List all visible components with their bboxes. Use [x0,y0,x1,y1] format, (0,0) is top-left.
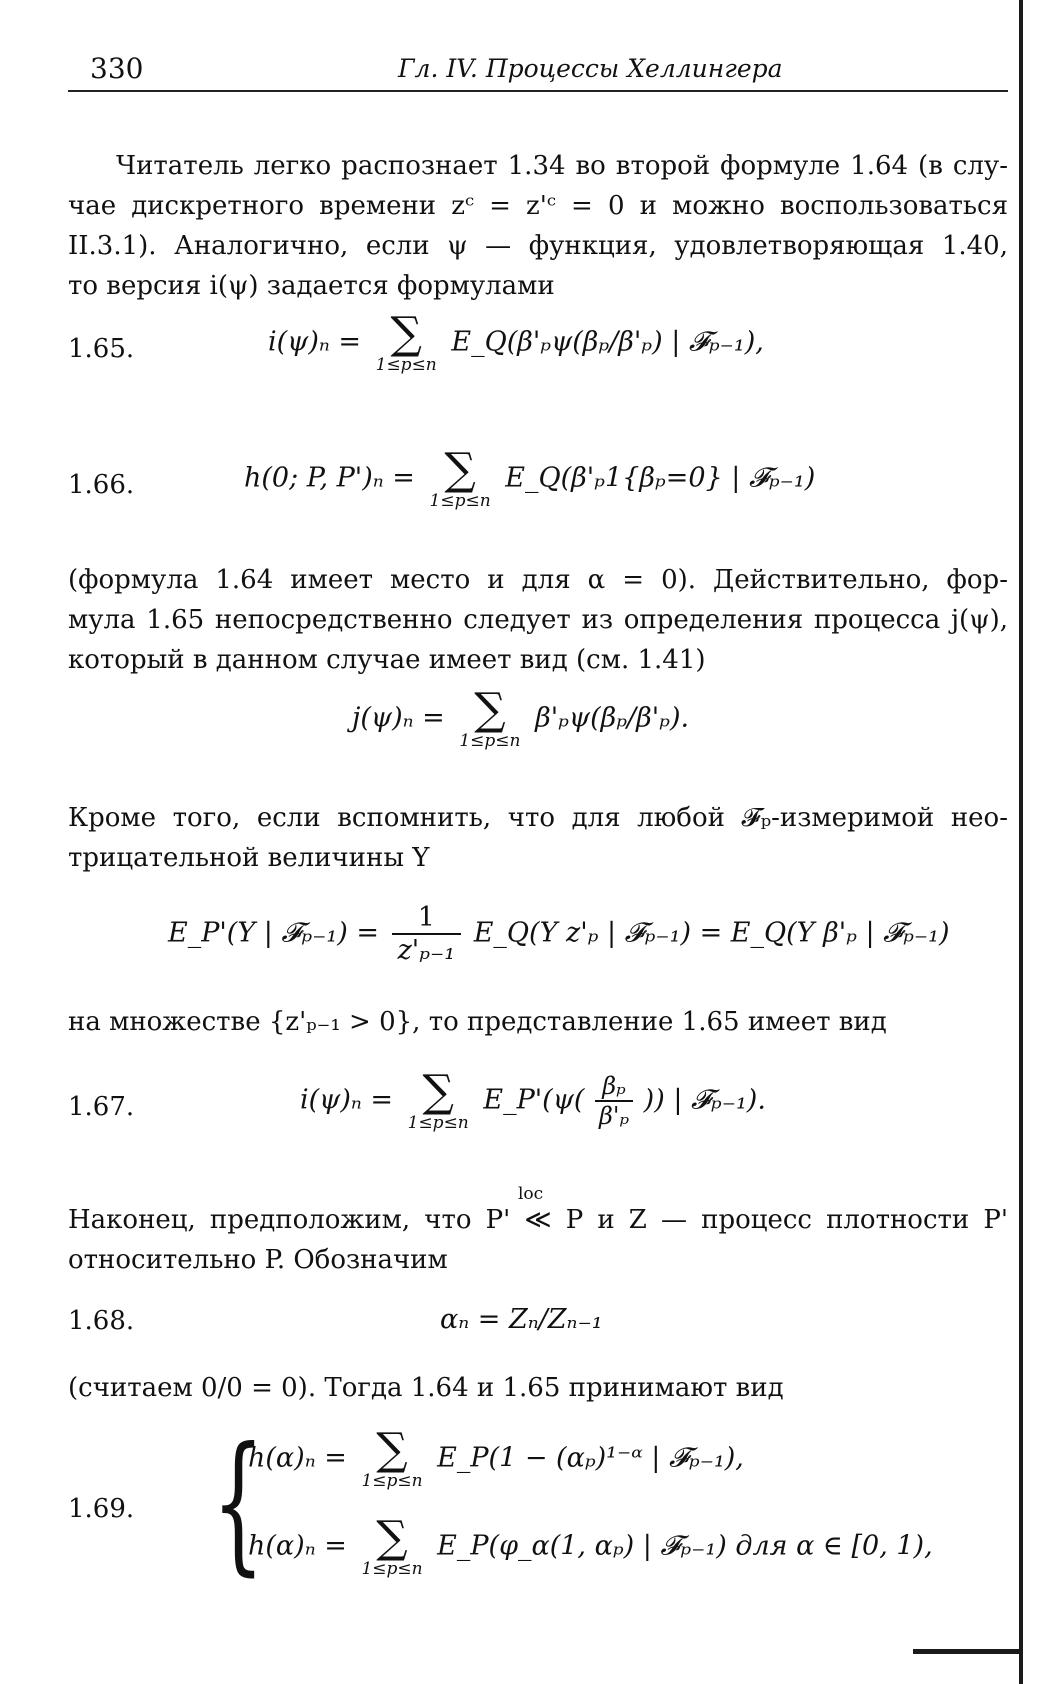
paragraph-6 [68,1368,1008,1408]
fraction-denominator: β'ₚ [599,1102,630,1130]
eq-body: αₙ = Zₙ/Zₙ₋₁ [440,1304,603,1335]
equation-number-1-69: 1.69. [68,1494,135,1524]
eq-lhs: j(ψ)ₙ = [352,702,445,734]
fraction-numerator: 1 [392,902,462,935]
sum-operator: ∑ 1≤p≤n [361,1424,423,1491]
equation-j-psi [352,684,690,751]
equation-conditional-expectation [168,902,950,966]
eq-rhs: E_Q(β'ₚ1{βₚ=0} | 𝓕ₚ₋₁) [505,462,816,494]
text-line: мула 1.65 непосредственно следует из определения процесса j(ψ), [68,605,1008,635]
equation-1-69-line-1 [248,1424,744,1491]
sum-limits: 1≤p≤n [361,1471,423,1491]
eq-lhs: i(ψ)ₙ = [268,326,362,358]
fraction [392,902,462,966]
page-edge-shadow [1019,0,1023,1684]
eq-rhs: E_P(1 − (αₚ)¹⁻ᵅ | 𝓕ₚ₋₁), [437,1442,744,1474]
paragraph-4 [68,1002,1008,1042]
text-line: относительно P. Обозначим [68,1245,448,1275]
equation-1-69-line-2 [248,1512,933,1579]
paragraph-2 [68,560,1008,680]
sum-operator: ∑ 1≤p≤n [361,1512,423,1579]
equation-number-1-65: 1.65. [68,334,135,364]
sum-operator: ∑ 1≤p≤n [375,308,437,375]
eq-rhs: E_Q(Y z'ₚ | 𝓕ₚ₋₁) = E_Q(Y β'ₚ | 𝓕ₚ₋₁) [473,917,950,949]
equation-number-1-67: 1.67. [68,1092,135,1122]
sum-operator: ∑ 1≤p≤n [429,444,491,511]
text-line: Наконец, предположим, что P' ≪ P и Z — процесс плотности P' [68,1205,1008,1235]
fraction-denominator: z'ₚ₋₁ [397,935,456,966]
text-line: который в данном случае имеет вид (см. 1.41) [68,645,706,675]
text-line: на множестве {z'ₚ₋₁ > 0}, то представление 1.65 имеет вид [68,1007,887,1037]
running-head: Гл. IV. Процессы Хеллингера [398,54,783,83]
sum-operator: ∑ 1≤p≤n [407,1066,469,1133]
equation-1-67 [300,1066,766,1133]
eq-lhs: i(ψ)ₙ = [300,1084,394,1116]
eq-lhs: h(α)ₙ = [248,1530,347,1562]
eq-rhs: E_Q(β'ₚψ(βₚ/β'ₚ) | 𝓕ₚ₋₁), [451,326,764,358]
page-number: 330 [90,52,144,85]
eq-lhs: E_P'(Y | 𝓕ₚ₋₁) = [168,917,379,949]
header-rule [68,90,1008,92]
equation-1-65 [268,308,764,375]
equation-1-68 [440,1304,603,1335]
equation-1-66 [244,444,816,511]
left-brace: { [212,1416,265,1590]
loc-annotation: loc [518,1184,544,1204]
sum-operator: ∑ 1≤p≤n [459,684,521,751]
equation-number-1-66: 1.66. [68,470,135,500]
eq-rhs: β'ₚψ(βₚ/β'ₚ). [535,702,690,734]
paragraph-1 [68,146,1008,306]
sum-limits: 1≤p≤n [429,491,491,511]
sum-limits: 1≤p≤n [361,1559,423,1579]
fraction-numerator: βₚ [595,1072,633,1102]
sum-limits: 1≤p≤n [375,355,437,375]
equation-number-1-68: 1.68. [68,1306,135,1336]
text-line: II.3.1). Аналогично, если ψ — функция, удовлетворяющая 1.40, [68,231,1008,261]
eq-rhs-b: )) | 𝓕ₚ₋₁). [643,1084,766,1116]
text-line: чае дискретного времени zᶜ = z'ᶜ = 0 и можно воспользоваться [68,191,1008,221]
paragraph-3 [68,798,1008,878]
text-line: Читатель легко распознает 1.34 во второй формуле 1.64 (в слу- [116,151,1008,181]
fraction [595,1072,633,1130]
eq-rhs: E_P(φ_α(1, αₚ) | 𝓕ₚ₋₁) для α ∈ [0, 1), [437,1530,933,1562]
eq-rhs-a: E_P'(ψ( [483,1084,585,1116]
text-line: трицательной величины Y [68,843,430,873]
eq-lhs: h(α)ₙ = [248,1442,347,1474]
page-corner-shadow [913,1649,1023,1654]
sum-limits: 1≤p≤n [407,1113,469,1133]
text-line: Кроме того, если вспомнить, что для любой 𝓕ₚ-измеримой нео- [68,803,1008,833]
text-line: (формула 1.64 имеет место и для α = 0). Действительно, фор- [68,565,1008,595]
text-line: (считаем 0/0 = 0). Тогда 1.64 и 1.65 принимают вид [68,1373,784,1403]
page-header [68,52,1008,92]
sum-limits: 1≤p≤n [459,731,521,751]
text-line: то версия i(ψ) задается формулами [68,271,555,301]
paragraph-5 [68,1200,1008,1280]
eq-lhs: h(0; P, P')ₙ = [244,462,415,494]
